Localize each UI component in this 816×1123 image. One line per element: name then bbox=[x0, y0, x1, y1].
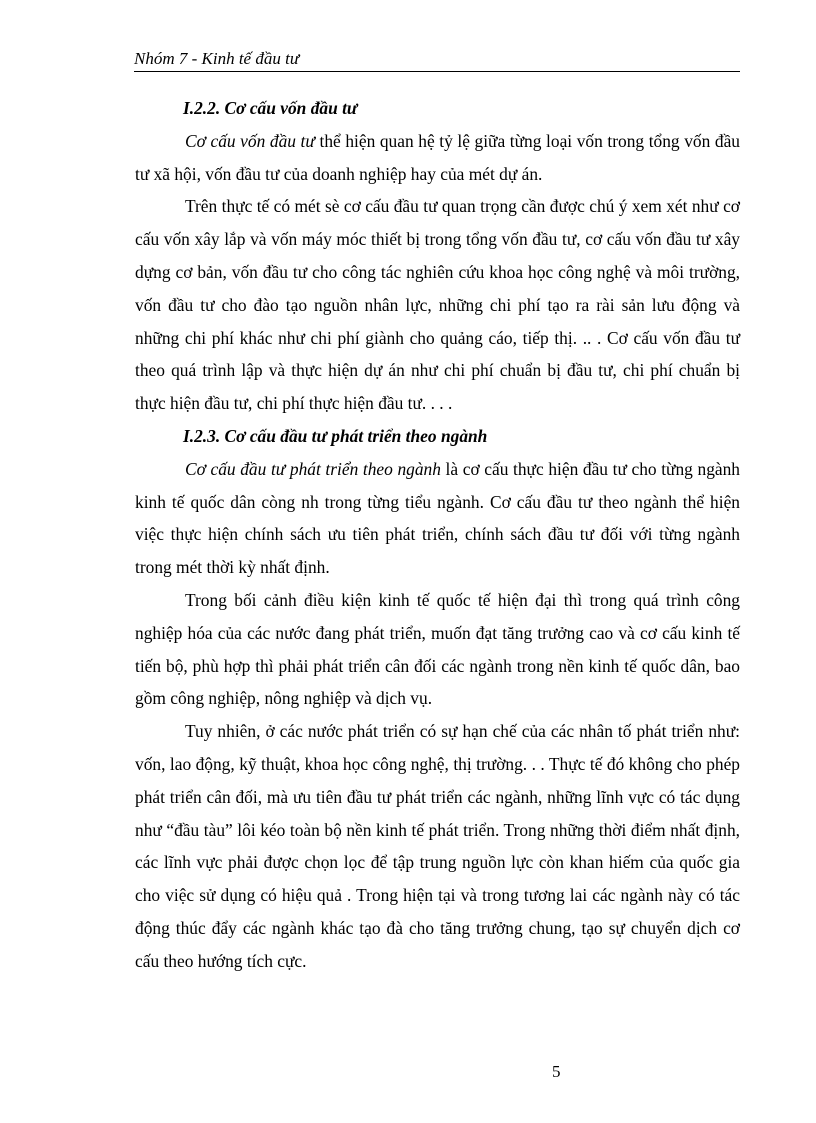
section-heading-co-cau-von: I.2.2. Cơ cấu vốn đầu tư bbox=[183, 98, 358, 118]
page-number: 5 bbox=[552, 1062, 561, 1081]
paragraph-context: Trong bối cảnh điều kiện kinh tế quốc tế hiện đại thì trong quá trình công nghiệp hóa của các nước đang phát triển, muốn đạt tăng trưởng cao và cơ cấu kinh tế tiến bộ, phù hợp thì phải phát triển cân đối các ngành trong nền kinh tế quốc dân, bao gồm công nghiệp, nông nghiệp và dịch vụ. bbox=[135, 589, 740, 709]
term-co-cau-nganh: Cơ cấu đầu tư phát triển theo ngành bbox=[185, 458, 441, 479]
paragraph-definition-von bbox=[135, 125, 740, 191]
paragraph-priority: Tuy nhiên, ở các nước phát triển có sự hạn chế của các nhân tố phát triển như: vốn, lao động, kỹ thuật, khoa học công nghệ, thị trường. . . Thực tế đó không cho phép phát triển cân đối, mà ưu tiên đầu tư phát triển các ngành, những lĩnh vực có tác dụng như “đầu tàu” lôi kéo toàn bộ nền kinh tế phát triển. Trong những thời điểm nhất định, các lĩnh vực phải được chọn lọc để tập trung nguồn lực còn khan hiếm của quốc gia cho việc sử dụng có hiệu quả . Trong hiện tại và trong tương lai các ngành này có tác động thúc đẩy các ngành khác tạo đà cho tăng trưởng chung, tạo sự chuyển dịch cơ cấu theo hướng tích cực. bbox=[135, 721, 740, 971]
section-heading-theo-nganh: I.2.3. Cơ cấu đầu tư phát triển theo ngành bbox=[183, 425, 488, 446]
running-header: Nhóm 7 - Kinh tế đầu tư bbox=[134, 49, 300, 68]
paragraph-examples-von: Trên thực tế có mét sè cơ cấu đầu tư quan trọng cần được chú ý xem xét như cơ cấu vốn xây lắp và vốn máy móc thiết bị trong tổng vốn đầu tư, cơ cấu vốn đầu tư xây dựng cơ bản, vốn đầu tư cho công tác nghiên cứu khoa học công nghệ và môi trường, vốn đầu tư cho đào tạo nguồn nhân lực, những chi phí tạo ra rài sản lưu động và những chi phí khác như chi phí giành cho quảng cáo, tiếp thị. .. . Cơ cấu vốn đầu tư theo quá trình lập và thực hiện dự án như chi phí chuẩn bị đầu tư, chi phí chuẩn bị thực hiện đầu tư, chi phí thực hiện đầu tư. . . . bbox=[135, 196, 740, 414]
page-body bbox=[135, 92, 740, 978]
paragraph-text: thể hiện quan hệ tỷ lệ giữa từng loại vốn trong tổng vốn đầu tư xã hội, vốn đầu tư của doanh nghiệp hay của mét dự án. bbox=[135, 130, 740, 184]
paragraph-definition-nganh bbox=[135, 453, 740, 584]
paragraph-text: là cơ cấu thực hiện đầu tư cho từng ngành kinh tế quốc dân còng nh trong từng tiểu ngành. Cơ cấu đầu tư theo ngành thể hiện việc thực hiện chính sách ưu tiên phát triển, chính sách đầu tư đối với từng ngành trong mét thời kỳ nhất định. bbox=[135, 458, 740, 578]
term-co-cau-von: Cơ cấu vốn đầu tư bbox=[185, 130, 315, 151]
header-rule bbox=[134, 71, 740, 72]
